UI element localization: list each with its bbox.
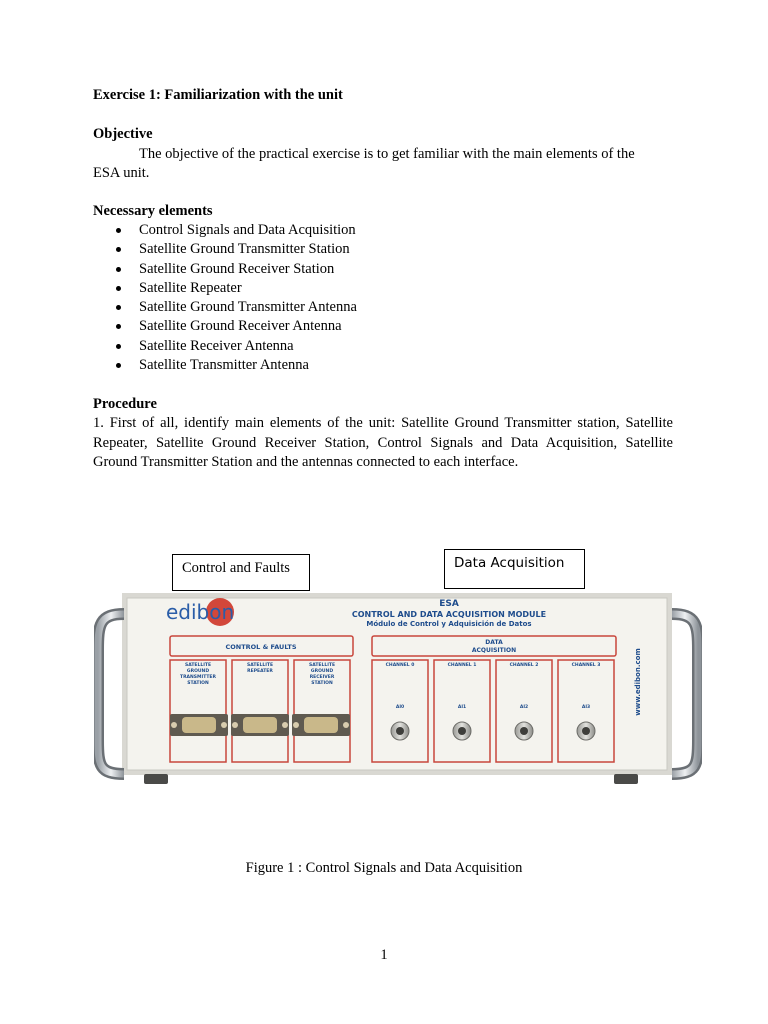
svg-text:AI0: AI0 bbox=[395, 705, 405, 710]
edibon-logo bbox=[166, 598, 234, 626]
svg-text:AI3: AI3 bbox=[581, 705, 591, 710]
website-label: www.edibon.com bbox=[634, 648, 642, 716]
bnc-connector bbox=[515, 722, 533, 740]
procedure-title: Procedure bbox=[93, 396, 157, 412]
svg-text:SATELLITE: SATELLITE bbox=[184, 663, 212, 668]
model-label: ESA bbox=[439, 599, 459, 609]
list-item bbox=[113, 240, 357, 259]
list-item-text: Satellite Ground Receiver Antenna bbox=[139, 318, 342, 335]
handle-right bbox=[672, 614, 698, 774]
bullet-icon bbox=[116, 286, 121, 291]
figure-caption: Figure 1 : Control Signals and Data Acquisition bbox=[245, 860, 523, 876]
db9-connector bbox=[292, 714, 350, 736]
svg-text:CHANNEL 2: CHANNEL 2 bbox=[509, 663, 539, 668]
svg-text:REPEATER: REPEATER bbox=[247, 669, 273, 674]
necessary-elements-title: Necessary elements bbox=[93, 203, 213, 219]
objective-text-line-2: ESA unit. bbox=[93, 165, 150, 181]
brand-text: edibon bbox=[166, 600, 235, 624]
bnc-connector bbox=[577, 722, 595, 740]
bullet-icon bbox=[116, 324, 121, 329]
procedure-text: 1. First of all, identify main elements of the unit: Satellite Ground Transmitter station, Satellite Repeater, Satellite Ground Receiver Station, Control Signals and Data Acquisition, Satellite Ground Transmitter Station and the antennas connected to each interface. bbox=[93, 415, 673, 470]
list-item bbox=[113, 317, 357, 336]
objective-text-line-1: The objective of the practical exercise is to get familiar with the main elements of the bbox=[139, 146, 635, 162]
module-subtitle: Módulo de Control y Adquisición de Datos bbox=[366, 620, 532, 628]
bullet-icon bbox=[116, 305, 121, 310]
bullet-icon bbox=[116, 267, 121, 272]
svg-text:SATELLITE: SATELLITE bbox=[308, 663, 336, 668]
list-item-text: Satellite Ground Receiver Station bbox=[139, 260, 335, 277]
list-item bbox=[113, 337, 357, 356]
list-item bbox=[113, 356, 357, 375]
svg-text:STATION: STATION bbox=[187, 681, 209, 686]
svg-text:GROUND: GROUND bbox=[310, 669, 334, 674]
esa-control-module-photo bbox=[94, 590, 702, 790]
list-item-text: Control Signals and Data Acquisition bbox=[139, 222, 356, 238]
svg-text:STATION: STATION bbox=[311, 681, 333, 686]
svg-text:CHANNEL 0: CHANNEL 0 bbox=[385, 663, 415, 668]
svg-text:SATELLITE: SATELLITE bbox=[246, 663, 274, 668]
data-panel-header-1: DATA bbox=[485, 639, 503, 646]
db9-connector bbox=[170, 714, 228, 736]
list-item bbox=[113, 298, 357, 317]
control-panel-header: CONTROL & FAULTS bbox=[225, 643, 297, 651]
callout-control-and-faults: Control and Faults bbox=[172, 554, 310, 591]
svg-text:CHANNEL 3: CHANNEL 3 bbox=[571, 663, 601, 668]
bullet-icon bbox=[116, 344, 121, 349]
list-item-text: Satellite Ground Transmitter Station bbox=[139, 241, 350, 258]
list-item-text: Satellite Repeater bbox=[139, 279, 242, 296]
svg-text:RECEIVER: RECEIVER bbox=[309, 675, 335, 680]
svg-text:AI1: AI1 bbox=[457, 705, 467, 710]
svg-text:GROUND: GROUND bbox=[186, 669, 210, 674]
page-number: 1 bbox=[380, 947, 388, 963]
callout-data-acquisition: Data Acquisition bbox=[444, 549, 585, 589]
bullet-icon bbox=[116, 363, 121, 368]
module-title: CONTROL AND DATA ACQUISITION MODULE bbox=[351, 610, 547, 619]
list-item-text: Satellite Receiver Antenna bbox=[139, 337, 294, 354]
handle-left bbox=[98, 614, 124, 774]
bnc-connector bbox=[391, 722, 409, 740]
db9-connector bbox=[231, 714, 289, 736]
svg-text:CHANNEL 1: CHANNEL 1 bbox=[447, 663, 477, 668]
list-item-text: Satellite Transmitter Antenna bbox=[139, 357, 309, 374]
bullet-icon bbox=[116, 228, 121, 233]
list-item-text: Satellite Ground Transmitter Antenna bbox=[139, 299, 357, 316]
exercise-heading: Exercise 1: Familiarization with the unit bbox=[93, 87, 343, 103]
list-item bbox=[113, 279, 357, 298]
bnc-connector bbox=[453, 722, 471, 740]
data-panel-header-2: ACQUISITION bbox=[471, 647, 517, 654]
svg-text:AI2: AI2 bbox=[519, 705, 529, 710]
list-item bbox=[113, 260, 357, 279]
objective-title: Objective bbox=[93, 126, 153, 142]
list-item bbox=[113, 221, 357, 240]
svg-text:TRANSMITTER: TRANSMITTER bbox=[180, 675, 216, 680]
bullet-icon bbox=[116, 247, 121, 252]
necessary-elements-list bbox=[113, 221, 357, 375]
